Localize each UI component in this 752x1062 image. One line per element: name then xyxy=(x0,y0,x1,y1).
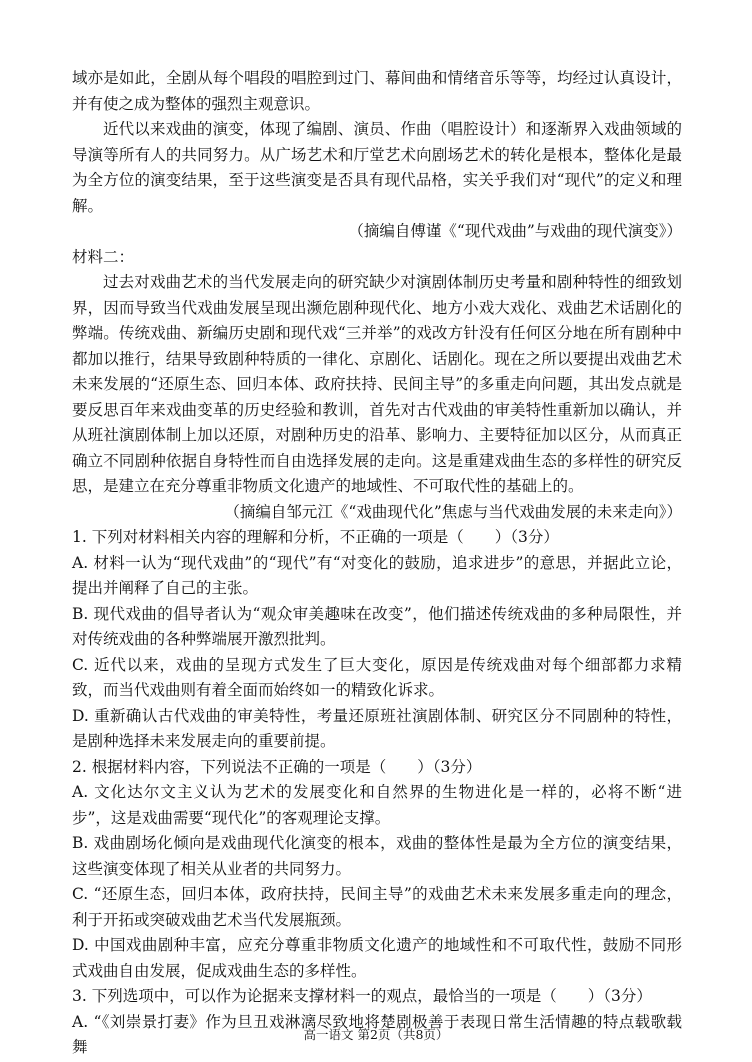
question-text-q2d: D. 中国戏曲剧种丰富，应充分尊重非物质文化遗产的地域性和不可取代性，鼓励不同形式戏曲自由发展，促成戏曲生态的多样性。 xyxy=(72,936,682,980)
question-text-q3a: A. “《刘崇景打妻》作为旦丑戏淋漓尽致地将楚剧极善于表现日常生活情趣的特点载歌载舞 xyxy=(72,1012,682,1056)
question-text-q1b: B. 现代戏曲的倡导者认为“观众审美趣味在改变”，他们描述传统戏曲的多种局限性，并对传统戏曲的各种弊端展开激烈批判。 xyxy=(72,604,682,648)
paragraph-p4: 材料二： xyxy=(72,247,135,266)
question-text-q2: 2. 根据材料内容，下列说法不正确的一项是（ ）（3分） xyxy=(72,757,482,776)
paragraph-p1: 域亦是如此，全剧从每个唱段的唱腔到过门、幕间曲和情绪音乐等等，均经过认真设计，并有使之成为整体的强烈主观意识。 xyxy=(72,69,682,113)
question-text-q2b: B. 戏曲剧场化倾向是戏曲现代化演变的根本，戏曲的整体性是最为全方位的演变结果，这些演变体现了相关从业者的共同努力。 xyxy=(72,834,682,878)
paragraph-p5: 过去对戏曲艺术的当代发展走向的研究缺少对演剧体制历史考量和剧种特性的细致划界，因而导致当代戏曲发展呈现出濒危剧种现代化、地方小戏大戏化、戏曲艺术话剧化的弊端。传统戏曲、新编历史剧和现代戏“三并举”的戏改方针没有任何区分地在所有剧种中都加以推行，结果导致剧种特质的一律化、京剧化、话剧化。现在之所以要提出戏曲艺术未来发展的“还原生态、回归本体、政府扶持、民间主导”的多重走向问题，其出发点就是要反思百年来戏曲变革的历史经验和教训，首先对古代戏曲的审美特性重新加以确认，并从班社演剧体制上加以还原，对剧种历史的沿革、影响力、主要特征加以区分，从而真正确立不同剧种依据自身特性而自由选择发展的走向。这是重建戏曲生态的多样性的研究反思，是建立在充分尊重非物质文化遗产的地域性、不可取代性的基础上的。 xyxy=(72,273,682,495)
paragraph-p6: （摘编自邹元江《“戏曲现代化”焦虑与当代戏曲发展的未来走向》） xyxy=(224,502,682,521)
question-text-q1d: D. 重新确认古代戏曲的审美特性，考量还原班社演剧体制、研究区分不同剧种的特性，是剧种选择未来发展走向的重要前提。 xyxy=(72,706,682,750)
question-text-q1: 1. 下列对材料相关内容的理解和分析，不正确的一项是（ ）（3分） xyxy=(72,528,559,546)
page-body xyxy=(72,66,682,1061)
question-text-q3: 3. 下列选项中，可以作为论据来支撑材料一的观点，最恰当的一项是（ ）（3分） xyxy=(72,987,652,1005)
page-footer: 高一语文 第2页（共8页） xyxy=(303,1027,449,1042)
question-text-q2a: A. 文化达尔文主义认为艺术的发展变化和自然界的生物进化是一样的，必将不断“进步”，这是戏曲需要“现代化”的客观理论支撑。 xyxy=(72,783,682,827)
question-text-q2c: C. “还原生态，回归本体，政府扶持，民间主导”的戏曲艺术未来发展多重走向的理念，利于开拓或突破戏曲艺术当代发展瓶颈。 xyxy=(72,885,682,929)
question-text-q1c: C. 近代以来，戏曲的呈现方式发生了巨大变化，原因是传统戏曲对每个细部都力求精致，而当代戏曲则有着全面而始终如一的精致化诉求。 xyxy=(72,655,682,699)
paragraph-p3: （摘编自傅谨《“现代戏曲”与戏曲的现代演变》） xyxy=(348,222,682,240)
question-text-q1a: A. 材料一认为“现代戏曲”的“现代”有“对变化的鼓励，追求进步”的意思，并据此立论，提出并阐释了自己的主张。 xyxy=(72,553,682,597)
paragraph-p2: 近代以来戏曲的演变，体现了编剧、演员、作曲（唱腔设计）和逐渐界入戏曲领域的导演等所有人的共同努力。从广场艺术和厅堂艺术向剧场艺术的转化是根本，整体化是最为全方位的演变结果，至于这些演变是否具有现代品格，实关乎我们对“现代”的定义和理解。 xyxy=(72,120,682,215)
